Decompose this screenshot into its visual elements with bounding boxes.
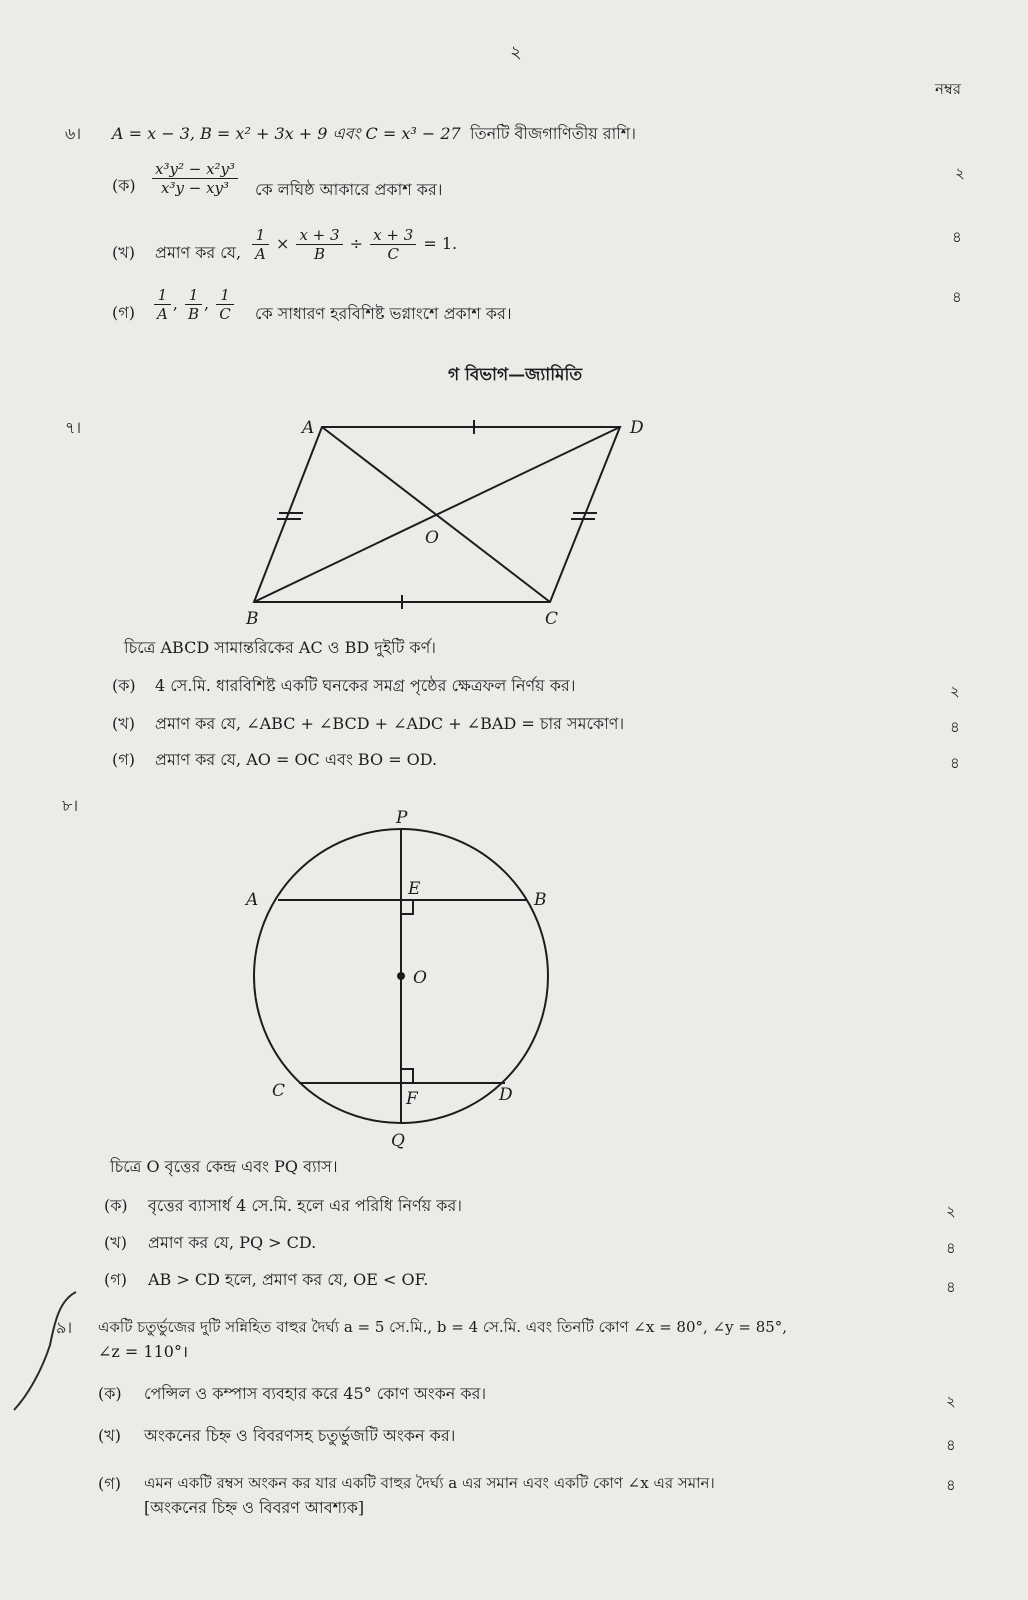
q8-caption: চিত্রে O বৃত্তের কেন্দ্র এবং PQ ব্যাস। <box>110 1157 338 1176</box>
section-title: গ বিভাগ—জ্যামিতি <box>448 365 583 385</box>
q6-ka-denominator: x³y − xy³ <box>161 179 230 197</box>
q7-kha-text: প্রমাণ কর যে, ∠ABC + ∠BCD + ∠ADC + ∠BAD = চার সমকোণ। <box>155 714 625 733</box>
q6-ka-numerator: x³y² − x²y³ <box>152 160 238 179</box>
page-number: ২ <box>510 42 522 63</box>
q6-ka-fraction <box>150 160 240 197</box>
q6-ga-f2-den: B <box>188 305 200 323</box>
q8-label-Q: Q <box>391 1131 405 1151</box>
q6-kha-op2: ÷ <box>349 234 364 253</box>
q7-kha-mark: ৪ <box>950 718 960 736</box>
q9-kha-text: অংকনের চিহ্ন ও বিবরণসহ চতুর্ভুজটি অংকন কর। <box>144 1426 456 1445</box>
q9-number: ৯। <box>56 1318 73 1337</box>
q8-ka-label: (ক) <box>104 1196 128 1215</box>
q8-ga-text: AB > CD হলে, প্রমাণ কর যে, OE < OF. <box>148 1270 429 1289</box>
q6-kha-f3-num: x + 3 <box>370 226 416 245</box>
q6-kha-label: (খ) <box>112 243 135 262</box>
q6-ga-label: (গ) <box>112 303 135 322</box>
q8-label-C: C <box>272 1081 286 1101</box>
q8-label-D: D <box>499 1085 513 1105</box>
q6-ga-f3-num: 1 <box>216 286 233 305</box>
q7-label-C: C <box>545 609 559 629</box>
q8-ka-text: বৃত্তের ব্যাসার্ধ 4 সে.মি. হলে এর পরিধি নির্ণয় কর। <box>148 1196 462 1215</box>
q7-ga-text: প্রমাণ কর যে, AO = OC এবং BO = OD. <box>155 750 438 769</box>
q6-kha-f2-den: B <box>313 245 325 263</box>
q8-kha-text: প্রমাণ কর যে, PQ > CD. <box>148 1233 317 1252</box>
q8-label-A: A <box>246 890 259 910</box>
q8-ga-mark: ৪ <box>946 1278 956 1296</box>
q8-ga-label: (গ) <box>104 1270 127 1289</box>
q6-kha-expression <box>250 226 457 263</box>
q9-ga-note: [অংকনের চিহ্ন ও বিবরণ আবশ্যক] <box>144 1498 365 1517</box>
q7-label-A: A <box>302 418 315 438</box>
handwritten-pen-mark <box>0 0 1 1</box>
q8-kha-label: (খ) <box>104 1233 127 1252</box>
q6-kha-f1-den: A <box>255 245 266 263</box>
q9-kha-mark: ৪ <box>946 1436 956 1454</box>
q6-ga-text: কে সাধারণ হরবিশিষ্ট ভগ্নাংশে প্রকাশ কর। <box>255 304 512 323</box>
q8-ka-mark: ২ <box>946 1202 956 1220</box>
q6-ka-text: কে লঘিষ্ঠ আকারে প্রকাশ কর। <box>255 180 443 199</box>
q8-number: ৮। <box>62 796 79 815</box>
q9-ga-label: (গ) <box>98 1474 121 1493</box>
q6-stem-text: তিনটি বীজগাণিতীয় রাশি। <box>470 124 636 143</box>
q6-number: ৬। <box>65 124 82 143</box>
q9-ga-text: এমন একটি রম্বস অংকন কর যার একটি বাহুর দৈর্ঘ্য a এর সমান এবং একটি কোণ ∠x এর সমান। <box>144 1474 715 1492</box>
q9-stem-line2: ∠z = 110°। <box>98 1342 189 1361</box>
q6-kha-f3-den: C <box>387 245 399 263</box>
q7-ka-mark: ২ <box>950 682 960 700</box>
q7-caption: চিত্রে ABCD সামান্তরিকের AC ও BD দুইটি কর্ণ। <box>124 638 437 657</box>
q6-ga-f1-den: A <box>157 305 168 323</box>
q7-kha-label: (খ) <box>112 714 135 733</box>
q7-ga-mark: ৪ <box>950 754 960 772</box>
marks-column-header: নম্বর <box>935 80 962 98</box>
q6-kha-mark: ৪ <box>952 228 962 246</box>
q7-label-B: B <box>246 609 259 629</box>
q7-label-D: D <box>630 418 644 438</box>
q6-kha-f2-num: x + 3 <box>296 226 342 245</box>
q6-ga-f3-den: C <box>219 305 231 323</box>
q7-label-O: O <box>425 528 439 548</box>
q6-kha-op1: × <box>275 234 290 253</box>
q9-ka-mark: ২ <box>946 1392 956 1410</box>
q6-ga-f1-num: 1 <box>154 286 171 305</box>
q6-stem-expression: A = x − 3, B = x² + 3x + 9 এবং C = x³ − 27 <box>112 124 461 143</box>
q6-ka-mark: ২ <box>955 164 965 182</box>
q7-ga-label: (গ) <box>112 750 135 769</box>
q7-number: ৭। <box>65 418 82 437</box>
q8-label-O: O <box>413 968 427 988</box>
q6-ga-fractions: $\frac{1}{A}$ , $\frac{1}{B}$ , $\frac{1}{C}$ <box>152 286 236 323</box>
q6-ga-mark: ৪ <box>952 288 962 306</box>
q9-stem-line1: একটি চতুর্ভুজের দুটি সন্নিহিত বাহুর দৈর্ঘ্য a = 5 সে.মি., b = 4 সে.মি. এবং তিনটি কোণ ∠x = 80°, ∠y = 85°, <box>98 1318 788 1336</box>
q6-ga-f2-num: 1 <box>185 286 202 305</box>
q9-ka-text: পেন্সিল ও কম্পাস ব্যবহার করে 45° কোণ অংকন কর। <box>144 1384 487 1403</box>
q9-ga-mark: ৪ <box>946 1476 956 1494</box>
q8-center-dot <box>397 972 405 980</box>
q8-label-E: E <box>408 879 421 899</box>
q8-kha-mark: ৪ <box>946 1239 956 1257</box>
q6-kha-text: প্রমাণ কর যে, <box>155 243 242 262</box>
q8-label-P: P <box>396 808 408 828</box>
q7-ka-text: 4 সে.মি. ধারবিশিষ্ট একটি ঘনকের সমগ্র পৃষ্ঠের ক্ষেত্রফল নির্ণয় কর। <box>155 676 576 695</box>
q6-kha-f1-num: 1 <box>252 226 269 245</box>
q6-ka-label: (ক) <box>112 176 136 195</box>
q7-ka-label: (ক) <box>112 676 136 695</box>
q9-kha-label: (খ) <box>98 1426 121 1445</box>
q8-label-F: F <box>406 1089 418 1109</box>
q9-ka-label: (ক) <box>98 1384 122 1403</box>
q8-label-B: B <box>534 890 547 910</box>
q6-kha-tail: = 1. <box>423 234 458 253</box>
